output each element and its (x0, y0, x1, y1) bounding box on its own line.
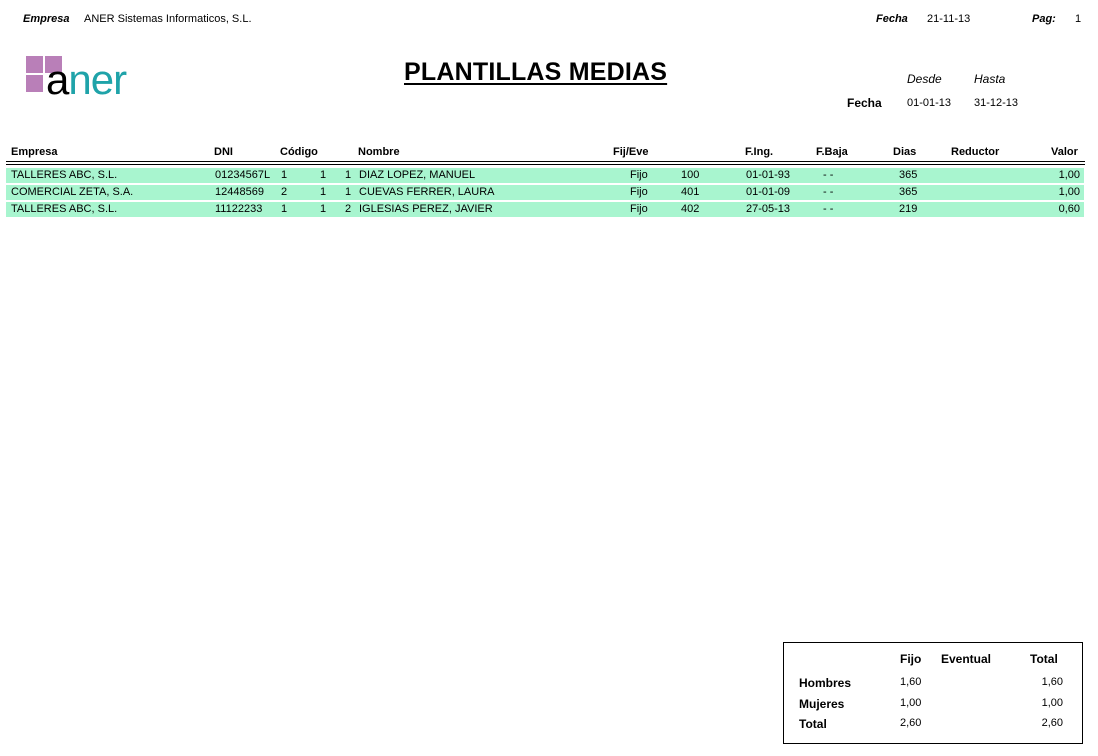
cell-empresa: COMERCIAL ZETA, S.A. (11, 186, 134, 198)
col-fijeve: Fij/Eve (613, 146, 649, 158)
cell-fijeve: Fijo (630, 186, 648, 198)
cell-codigo-1: 1 (281, 203, 288, 215)
summary-row-total: 1,00 (1041, 697, 1063, 709)
col-fbaja: F.Baja (816, 146, 848, 158)
col-dias: Dias (893, 146, 917, 158)
report-title: PLANTILLAS MEDIAS (404, 58, 668, 86)
cell-codigo-3: 2 (345, 203, 352, 215)
cell-dias: 219 (899, 203, 918, 215)
col-empresa: Empresa (11, 146, 58, 158)
cell-fbaja: - - (823, 186, 834, 198)
cell-fing: 01-01-93 (746, 169, 791, 181)
summary-row-fijo: 2,60 (900, 717, 922, 729)
cell-dni: 12448569 (215, 186, 264, 198)
cell-dias: 365 (899, 186, 918, 198)
hasta-value: 31-12-13 (974, 97, 1019, 109)
fecha-label: Fecha (876, 13, 908, 25)
hasta-label: Hasta (974, 72, 1006, 86)
header-divider-top (6, 161, 1085, 162)
logo-square-1 (26, 56, 43, 73)
summary-row-total: 1,60 (1041, 676, 1063, 688)
cell-empresa: TALLERES ABC, S.L. (11, 169, 118, 181)
summary-col-fijo: Fijo (900, 652, 922, 666)
summary-col-total: Total (1030, 652, 1058, 666)
company-logo (26, 56, 156, 104)
cell-valor: 1,00 (1058, 186, 1080, 198)
cell-fbaja: - - (823, 169, 834, 181)
cell-codigo-3: 1 (345, 169, 352, 181)
cell-dias: 365 (899, 169, 918, 181)
cell-empresa: TALLERES ABC, S.L. (11, 203, 118, 215)
cell-codigo-1: 2 (281, 186, 288, 198)
page-number: 1 (1075, 13, 1082, 25)
cell-codigo-1: 1 (281, 169, 288, 181)
table-row (6, 168, 1084, 183)
cell-valor: 0,60 (1058, 203, 1080, 215)
summary-row-fijo: 1,00 (900, 697, 922, 709)
col-reductor: Reductor (951, 146, 1000, 158)
cell-codigo-3: 1 (345, 186, 352, 198)
table-row (6, 202, 1084, 217)
cell-fbaja: - - (823, 203, 834, 215)
logo-square-3 (26, 75, 43, 92)
summary-row-fijo: 1,60 (900, 676, 922, 688)
empresa-label: Empresa (23, 13, 70, 25)
summary-box (783, 642, 1083, 744)
cell-codigo-2: 1 (320, 186, 327, 198)
col-dni: DNI (214, 146, 233, 158)
summary-col-eventual: Eventual (941, 652, 992, 666)
summary-row-label: Total (799, 717, 827, 731)
summary-row-label: Hombres (799, 676, 852, 690)
cell-fijeve: Fijo (630, 169, 648, 181)
logo-wordmark: aner (46, 56, 127, 103)
fecha-value: 21-11-13 (927, 13, 971, 25)
empresa-value: ANER Sistemas Informaticos, S.L. (84, 13, 252, 25)
range-fecha-label: Fecha (847, 96, 882, 110)
cell-valor: 1,00 (1058, 169, 1080, 181)
cell-cod: 402 (681, 203, 700, 215)
col-fing: F.Ing. (745, 146, 774, 158)
desde-label: Desde (907, 72, 942, 86)
cell-fing: 27-05-13 (746, 203, 791, 215)
desde-value: 01-01-13 (907, 97, 952, 109)
col-codigo: Código (280, 146, 318, 158)
page-label: Pag: (1032, 13, 1056, 25)
summary-row-total: 2,60 (1041, 717, 1063, 729)
cell-fing: 01-01-09 (746, 186, 791, 198)
cell-codigo-2: 1 (320, 169, 327, 181)
table-row (6, 185, 1084, 200)
cell-cod: 401 (681, 186, 700, 198)
summary-row-label: Mujeres (799, 697, 845, 711)
header-divider-bottom (6, 164, 1085, 165)
cell-fijeve: Fijo (630, 203, 648, 215)
col-nombre: Nombre (358, 146, 400, 158)
cell-dni: 11122233 (215, 203, 263, 215)
cell-codigo-2: 1 (320, 203, 327, 215)
col-valor: Valor (1051, 146, 1078, 158)
cell-dni: 01234567L (215, 169, 271, 181)
cell-cod: 100 (681, 169, 700, 181)
cell-nombre: IGLESIAS PEREZ, JAVIER (359, 203, 493, 215)
cell-nombre: DIAZ LOPEZ, MANUEL (359, 169, 476, 181)
cell-nombre: CUEVAS FERRER, LAURA (359, 186, 495, 198)
